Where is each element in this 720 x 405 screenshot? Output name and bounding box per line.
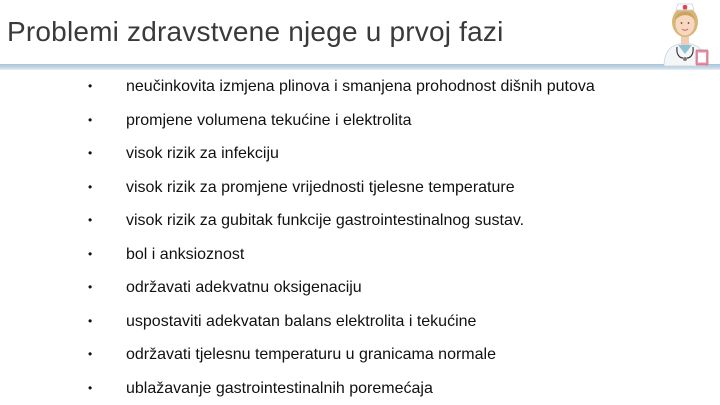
- list-item: [0, 72, 720, 106]
- list-item: [0, 307, 720, 341]
- list-item: [0, 139, 720, 173]
- list-item-text: promjene volumena tekućine i elektrolita: [126, 111, 412, 129]
- bullet-marker: •: [88, 79, 93, 93]
- bullet-marker: •: [88, 146, 93, 160]
- bullet-marker: •: [88, 213, 93, 227]
- list-item: [0, 206, 720, 240]
- nurse-illustration-icon: [652, 0, 718, 66]
- list-item: [0, 340, 720, 374]
- list-item: [0, 374, 720, 405]
- list-item: [0, 173, 720, 207]
- bullet-marker: •: [88, 280, 93, 294]
- list-item-text: održavati adekvatnu oksigenaciju: [126, 279, 362, 296]
- list-item: [0, 273, 720, 307]
- title-underline: [0, 64, 720, 70]
- list-item-text: održavati tjelesnu temperaturu u granicama normale: [126, 346, 496, 363]
- list-item-text: neučinkovita izmjena plinova i smanjena prohodnost dišnih putova: [126, 78, 595, 95]
- list-item: [0, 106, 720, 140]
- bullet-marker: •: [88, 313, 93, 328]
- bullet-marker: •: [88, 380, 93, 395]
- slide-title: Problemi zdravstvene njege u prvoj fazi: [7, 16, 504, 47]
- bullet-marker: •: [88, 347, 93, 361]
- list-item-text: uspostaviti adekvatan balans elektrolita i tekućine: [126, 312, 477, 330]
- bullet-marker: •: [88, 179, 93, 194]
- list-item-text: visok rizik za gubitak funkcije gastrointestinalnog sustav.: [126, 212, 525, 229]
- list-item: [0, 240, 720, 274]
- bullet-list: [0, 72, 720, 405]
- list-item-text: ublažavanje gastrointestinalnih poremećaja: [126, 379, 433, 397]
- bullet-marker: •: [88, 246, 93, 261]
- list-item-text: visok rizik za promjene vrijednosti tjelesne temperature: [126, 178, 515, 196]
- list-item-text: bol i anksioznost: [126, 245, 245, 263]
- list-item-text: visok rizik za infekciju: [126, 145, 279, 162]
- bullet-marker: •: [88, 112, 93, 127]
